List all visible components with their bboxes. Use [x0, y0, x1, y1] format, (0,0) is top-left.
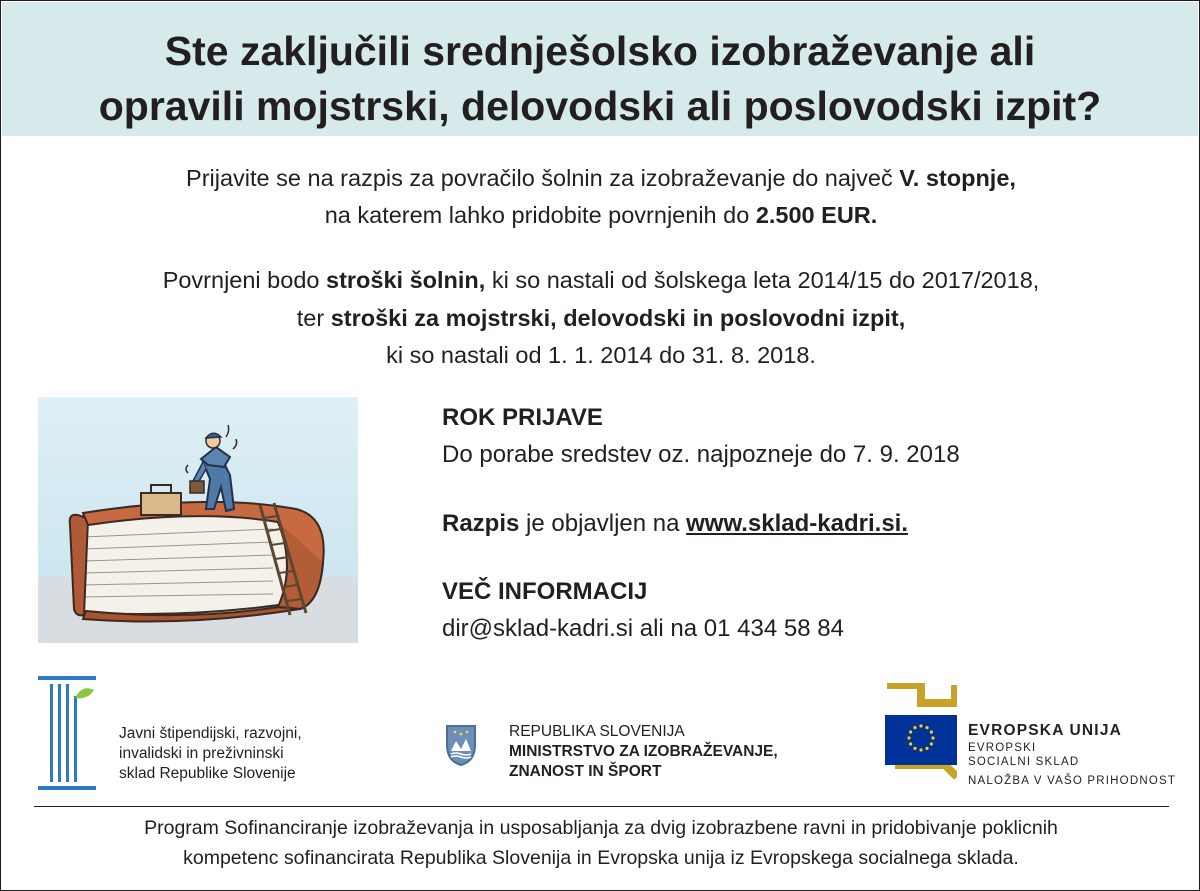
website-link[interactable]: www.sklad-kadri.si. — [686, 510, 908, 537]
footer-line-1: Program Sofinanciranje izobraževanja in usposabljanja za dvig izobrazbene ravni in pridobivanje poklicnih — [144, 817, 1058, 839]
footer-line-2: kompetenc sofinancirata Republika Slovenija in Evropska unija iz Evropskega socialnega sklada. — [183, 847, 1019, 869]
costs-text-2: ter — [296, 305, 331, 331]
fund-name — [119, 724, 302, 784]
more-info-title: VEČ INFORMACIJ — [442, 578, 648, 605]
eu-title: EVROPSKA UNIJA — [968, 722, 1123, 739]
costs-line-2 — [1, 307, 1200, 331]
intro-line-1 — [1, 167, 1200, 191]
eu-logo — [885, 683, 957, 779]
eu-subtitle-2: SOCIALNI SKLAD — [968, 756, 1080, 768]
ministry-line-1: REPUBLIKA SLOVENIJA — [509, 723, 685, 740]
costs-text-1b: ki so nastali od šolskega leta 2014/15 do 2017/2018, — [485, 267, 1040, 293]
intro-text-1: Prijavite se na razpis za povračilo šolnin za izobraževanje do največ — [186, 165, 900, 191]
amount-highlight: 2.500 EUR. — [755, 202, 878, 228]
costs-text-1a: Povrnjeni bodo — [162, 267, 326, 293]
fund-name-line-1: Javni štipendijski, razvojni, — [119, 725, 302, 742]
contact-line: dir@sklad-kadri.si ali na 01 434 58 84 — [442, 615, 844, 642]
headline-banner — [2, 2, 1198, 136]
intro-line-2 — [1, 204, 1200, 228]
slovenia-coat-of-arms-icon — [444, 723, 478, 767]
ministry-name — [509, 722, 778, 782]
exam-costs-highlight: stroški za mojstrski, delovodski in poslovodni izpit, — [330, 305, 906, 331]
ministry-line-2: MINISTRSTVO ZA IZOBRAŽEVANJE, — [509, 743, 778, 760]
footer-divider — [34, 806, 1169, 807]
tender-line — [442, 512, 908, 536]
costs-line-3: ki so nastali od 1. 1. 2014 do 31. 8. 2018. — [386, 342, 816, 368]
tuition-highlight: stroški šolnin, — [326, 267, 486, 293]
ministry-line-3: ZNANOST IN ŠPORT — [509, 763, 662, 780]
fund-name-line-2: invalidski in preživninski — [119, 745, 284, 762]
eu-slogan: NALOŽBA V VAŠO PRIHODNOST — [968, 775, 1177, 787]
book-worker-illustration — [38, 397, 358, 643]
headline-line-2: opravili mojstrski, delovodski ali poslovodski izpit? — [98, 83, 1102, 129]
fund-name-line-3: sklad Republike Slovenije — [119, 765, 296, 782]
fund-logo — [38, 674, 98, 794]
tender-label: Razpis — [442, 510, 520, 537]
tender-text: je objavljen na — [519, 510, 687, 537]
eu-subtitle-1: EVROPSKI — [968, 742, 1037, 754]
intro-text-2: na katerem lahko pridobite povrnjenih do — [324, 202, 756, 228]
eu-text — [968, 721, 1176, 788]
costs-line-1 — [1, 269, 1200, 293]
level-highlight: V. stopnje, — [899, 165, 1016, 191]
deadline-text: Do porabe sredstev oz. najpozneje do 7. 9. 2018 — [442, 441, 960, 468]
headline-line-1: Ste zaključili srednješolsko izobraževanje ali — [164, 28, 1036, 74]
deadline-title: ROK PRIJAVE — [442, 404, 603, 431]
